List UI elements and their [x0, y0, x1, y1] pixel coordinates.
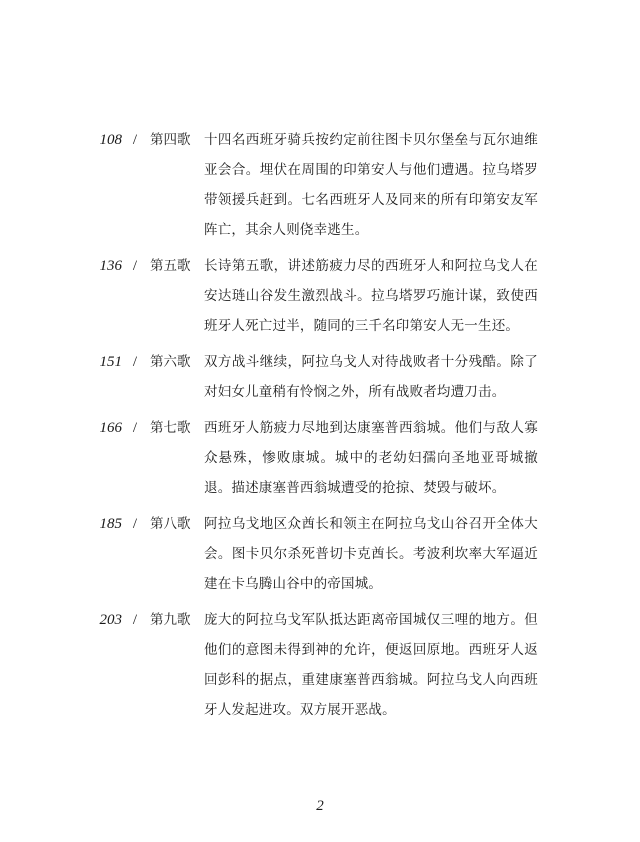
- contents-entry-canto-8: [0, 509, 640, 599]
- contents-entry-canto-5: [0, 251, 640, 341]
- entry-canto-label: 第四歌: [150, 132, 191, 148]
- entry-canto-label: 第六歌: [150, 354, 191, 370]
- entry-page-number: 136: [99, 258, 122, 274]
- contents-entry-canto-6: [0, 347, 640, 407]
- entry-summary: 长诗第五歌，讲述筋疲力尽的西班牙人和阿拉乌戈人在安达琏山谷发生激烈战斗。拉乌塔罗巧施计谋，致使西班牙人死亡过半，随同的三千名印第安人无一生还。: [204, 258, 538, 334]
- entry-page-number: 185: [99, 516, 122, 532]
- entry-summary: 庞大的阿拉乌戈军队抵达距离帝国城仅三哩的地方。但他们的意图未得到神的允许，便返回原地。西班牙人返回彭科的据点，重建康塞普西翁城。阿拉乌戈人向西班牙人发起进攻。双方展开恶战。: [204, 612, 538, 718]
- entry-separator: /: [132, 258, 138, 274]
- entry-separator: /: [132, 612, 138, 628]
- entry-canto-label: 第九歌: [150, 612, 191, 628]
- entry-summary: 阿拉乌戈地区众酋长和领主在阿拉乌戈山谷召开全体大会。图卡贝尔杀死普切卡克酋长。考波利坎率大军逼近建在卡乌腾山谷中的帝国城。: [204, 516, 538, 592]
- contents-entry-canto-9: [0, 605, 640, 725]
- contents-entry-canto-4: [0, 125, 640, 245]
- entry-separator: /: [132, 354, 138, 370]
- entry-page-number: 166: [99, 420, 122, 436]
- entry-separator: /: [132, 420, 138, 436]
- page-number: 2: [316, 798, 324, 814]
- entry-canto-label: 第八歌: [150, 516, 191, 532]
- entry-page-number: 203: [99, 612, 122, 628]
- contents-entry-canto-7: [0, 413, 640, 503]
- entry-summary: 十四名西班牙骑兵按约定前往图卡贝尔堡垒与瓦尔迪维亚会合。埋伏在周围的印第安人与他们遭遇。拉乌塔罗带领援兵赶到。七名西班牙人及同来的所有印第安友军阵亡，其余人则侥幸逃生。: [204, 132, 538, 238]
- entry-page-number: 151: [99, 354, 122, 370]
- contents-list: [0, 125, 640, 731]
- entry-summary: 西班牙人筋疲力尽地到达康塞普西翁城。他们与敌人寡众悬殊，惨败康城。城中的老幼妇孺向圣地亚哥城撤退。描述康塞普西翁城遭受的抢掠、焚毁与破坏。: [204, 420, 538, 496]
- entry-summary: 双方战斗继续，阿拉乌戈人对待战败者十分残酷。除了对妇女儿童稍有怜悯之外，所有战败者均遭刀击。: [204, 354, 538, 400]
- entry-page-number: 108: [99, 132, 122, 148]
- entry-canto-label: 第七歌: [150, 420, 191, 436]
- entry-separator: /: [132, 132, 138, 148]
- entry-canto-label: 第五歌: [150, 258, 191, 274]
- entry-separator: /: [132, 516, 138, 532]
